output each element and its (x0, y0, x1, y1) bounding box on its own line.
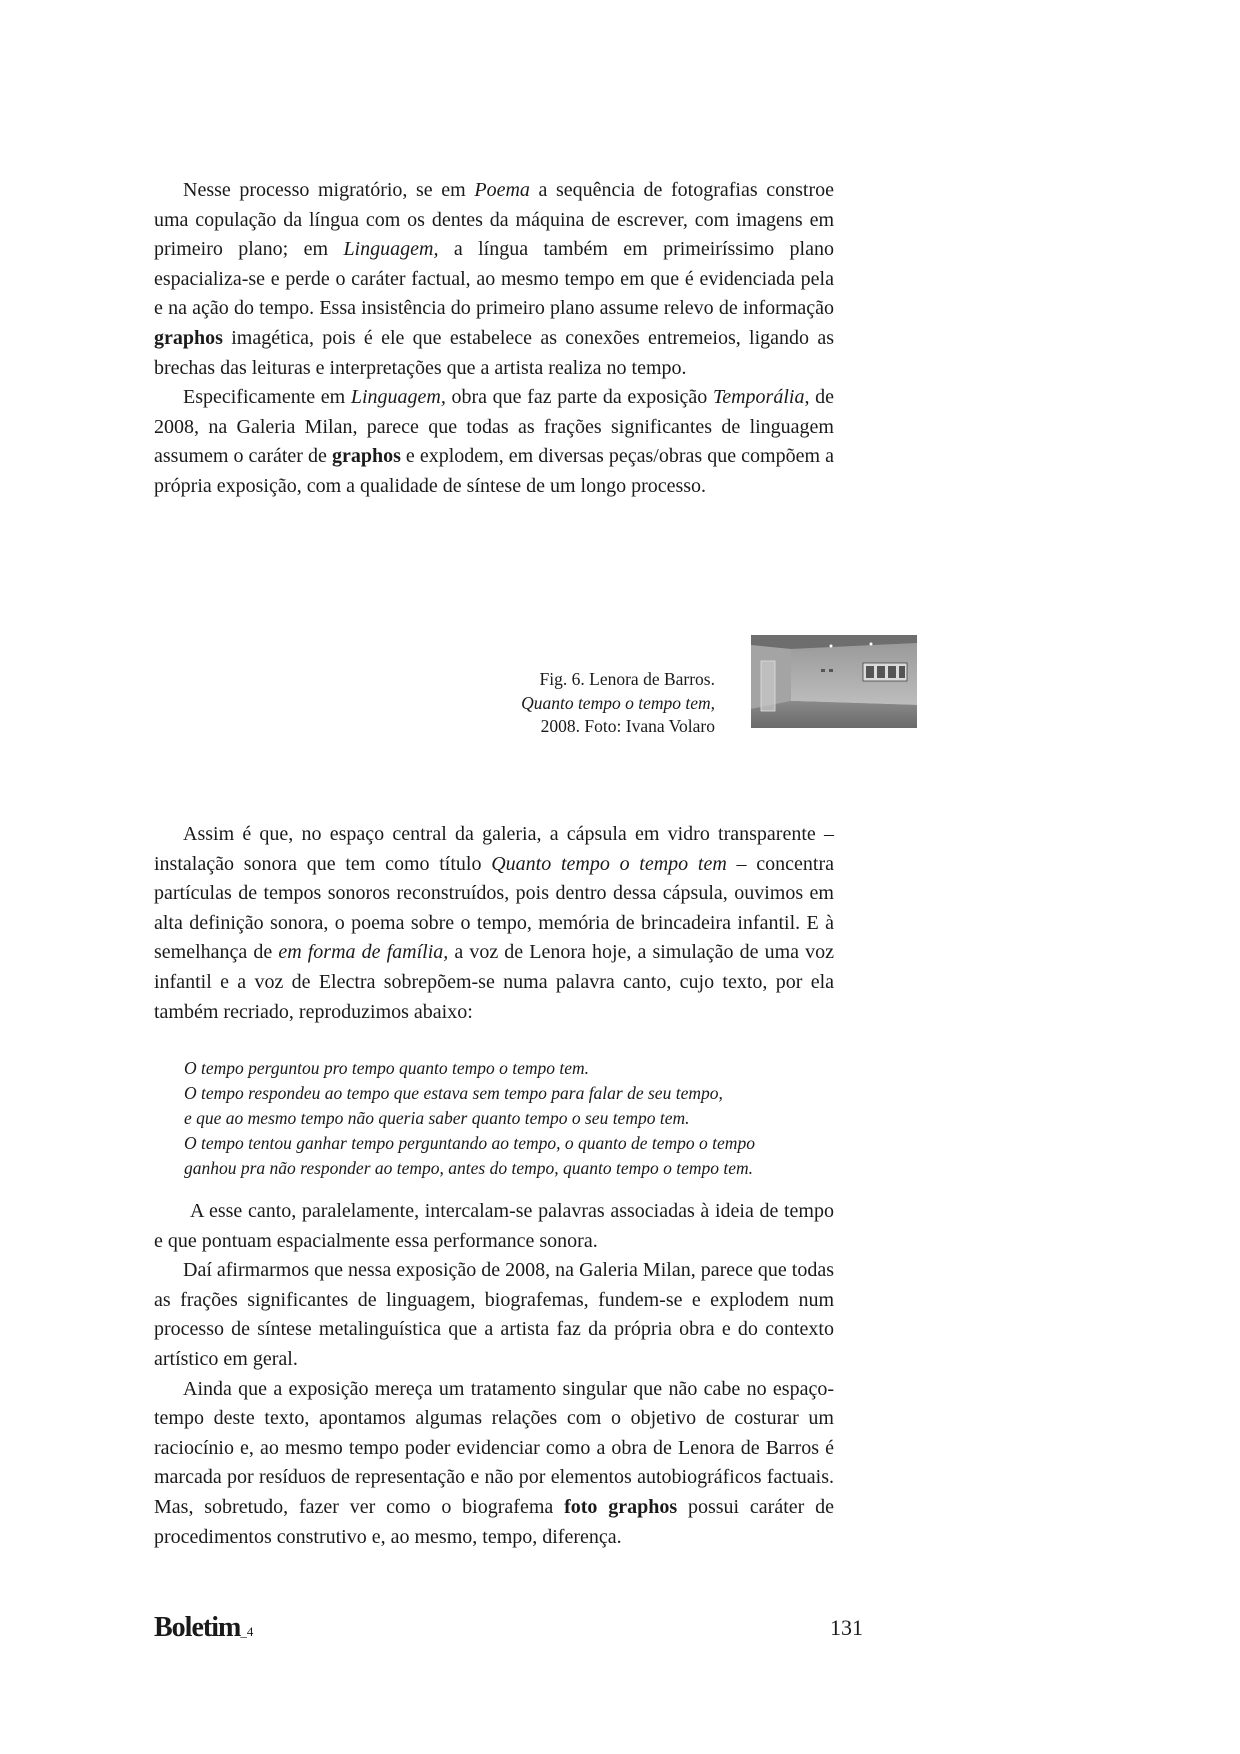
journal-logo (154, 1612, 253, 1644)
text-run-italic: Linguagem, (343, 238, 439, 261)
text-block-bottom (154, 1197, 834, 1552)
paragraph (154, 176, 834, 383)
gallery-photo (751, 635, 917, 728)
text-run-italic: em forma de família, (278, 941, 449, 964)
caption-line: 2008. Foto: Ivana Volaro (540, 716, 715, 736)
poem-line: O tempo tentou ganhar tempo perguntando ao tempo, o quanto de tempo o tempo (184, 1133, 755, 1153)
poem-line: O tempo respondeu ao tempo que estava sem tempo para falar de seu tempo, (184, 1083, 723, 1103)
text-run: obra que faz parte da exposição (445, 386, 713, 409)
text-run: Nesse processo migratório, se em (183, 179, 475, 201)
poem-line: e que ao mesmo tempo não queria saber quanto tempo o seu tempo tem. (184, 1108, 690, 1128)
text-run: – concentra partículas de tempos sonoros reconstruídos, pois dentro dessa cápsula, ouvimos em alta definição sonora, o poema sobre o tempo, memória de brincadeira infantil. E à semelhança de (154, 852, 834, 964)
journal-logo-issue: _4 (240, 1624, 254, 1639)
paragraph (154, 1375, 834, 1553)
text-run-bold: graphos (154, 326, 223, 349)
text-run-bold: graphos (331, 445, 401, 468)
text-run: Assim é que, no espaço central da galeria, a cápsula em vidro transparente – instalação sonora que tem como título (154, 823, 834, 875)
journal-logo-text: Boletim (154, 1612, 241, 1643)
text-run-italic: Quanto tempo o tempo tem (491, 852, 727, 875)
text-run: a voz de Lenora hoje, a simulação de uma voz infantil e a voz de Electra sobrepõem-se numa palavra canto, cujo texto, por ela também recriado, reproduzimos abaixo: (154, 941, 834, 1023)
caption-line: Fig. 6. Lenora de Barros. (539, 669, 715, 689)
text-run: a sequência de fotografias constroe uma copulação da língua com os dentes da máquina de escrever, com imagens em primeiro plano; em (154, 179, 834, 261)
text-run-italic: Poema (474, 179, 530, 201)
text-run-italic: Temporália (712, 386, 805, 409)
page-number: 131 (830, 1615, 863, 1640)
gallery-photo-image (751, 635, 917, 728)
text-run: , de 2008, na Galeria Milan, parece que todas as frações significantes de linguagem assumem o caráter de (154, 386, 834, 468)
poem-line: O tempo perguntou pro tempo quanto tempo o tempo tem. (184, 1058, 590, 1078)
paragraph (154, 383, 834, 501)
caption-line-italic: Quanto tempo o tempo tem, (521, 692, 715, 713)
text-run-italic: Linguagem, (350, 386, 446, 409)
text-run: a língua também em primeiríssimo plano espacializa-se e perde o caráter factual, ao mesmo tempo em que é evidenciada pela e na ação do tempo. Essa insistência do primeiro plano assume relevo de informação (154, 238, 834, 320)
text-run: Ainda que a exposição mereça um tratamento singular que não cabe no espaço-tempo deste texto, apontamos algumas relações com o objetivo de costurar um raciocínio e, ao mesmo tempo poder evidenciar como a obra de Lenora de Barros é marcada por resíduos de representação e não por elementos autobiográficos factuais. Mas, sobretudo, fazer ver como o biografema (154, 1377, 834, 1518)
text-run: e explodem, em diversas peças/obras que compõem a própria exposição, com a qualidade de síntese de um longo processo. (154, 445, 834, 497)
text-run: possui caráter de procedimentos construtivo e, ao mesmo, tempo, diferença. (154, 1495, 834, 1548)
poem-line: ganhou pra não responder ao tempo, antes do tempo, quanto tempo o tempo tem. (184, 1158, 754, 1178)
text-block-top (154, 176, 834, 502)
paragraph: Daí afirmarmos que nessa exposição de 2008, na Galeria Milan, parece que todas as frações significantes de linguagem, biografemas, fundem-se e explodem num processo de síntese metalinguística que a artista faz da própria obra e do contexto artístico em geral. (154, 1259, 834, 1370)
paragraph: A esse canto, paralelamente, intercalam-se palavras associadas à ideia de tempo e que pontuam espacialmente essa performance sonora. (154, 1200, 834, 1252)
poem-quote (184, 1056, 824, 1181)
text-run-bold: foto graphos (564, 1495, 678, 1518)
text-run: Especificamente em (183, 386, 351, 409)
paragraph (154, 820, 834, 1027)
text-run: imagética, pois é ele que estabelece as conexões entremeios, ligando as brechas das leituras e interpretações que a artista realiza no tempo. (154, 326, 834, 379)
figure-caption (470, 668, 715, 739)
text-block-middle (154, 820, 834, 1027)
